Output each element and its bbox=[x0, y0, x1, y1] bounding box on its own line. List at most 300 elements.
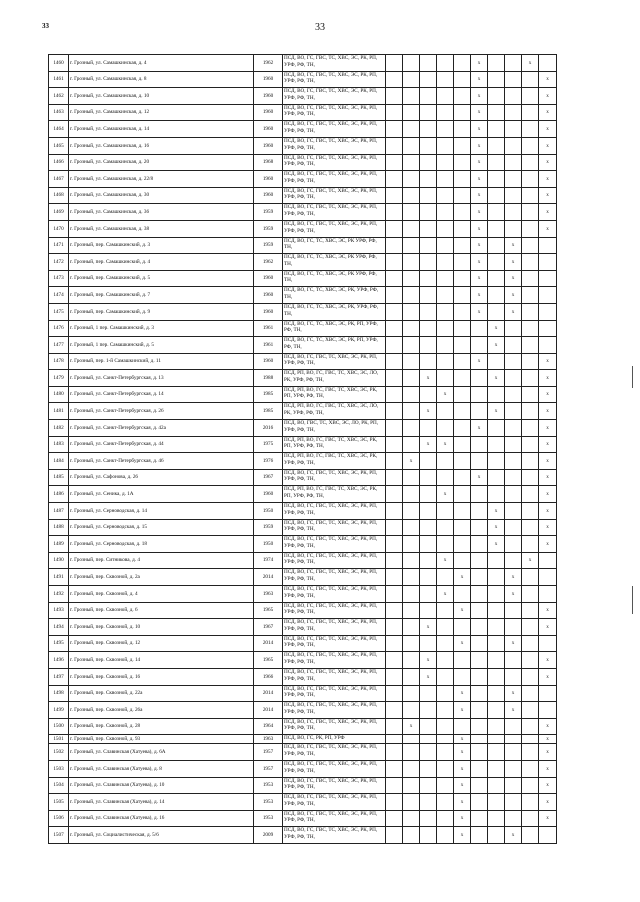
table-row bbox=[49, 270, 557, 287]
mark-cell bbox=[437, 88, 454, 105]
mark-cell bbox=[505, 187, 522, 204]
year-cell: 1960 bbox=[254, 137, 283, 154]
mark-cell bbox=[488, 154, 505, 171]
mark-cell: x bbox=[471, 137, 488, 154]
mark-cell bbox=[386, 220, 403, 237]
mark-cell bbox=[386, 827, 403, 844]
address-cell: г. Грозный, ул. Самашкинская, д. 8 bbox=[69, 71, 254, 88]
mark-cell bbox=[471, 586, 488, 603]
address-cell: г. Грозный, ул. Сеника, д. 1А bbox=[69, 486, 254, 503]
table-row bbox=[49, 88, 557, 105]
mark-cell bbox=[471, 619, 488, 636]
mark-cell bbox=[420, 685, 437, 702]
mark-cell bbox=[488, 586, 505, 603]
mark-cell: x bbox=[454, 702, 471, 719]
mark-cell bbox=[420, 486, 437, 503]
mark-cell: x bbox=[539, 668, 557, 685]
works-cell: ПСД, ВО, ГС, ГВС, ТС, ХВС, ЭС, РК, РП, УРФ, РФ, ТН, bbox=[283, 586, 386, 603]
year-cell: 1960 bbox=[254, 287, 283, 304]
mark-cell bbox=[471, 486, 488, 503]
row-number: 1495 bbox=[49, 635, 69, 652]
mark-cell: x bbox=[539, 71, 557, 88]
mark-cell bbox=[539, 237, 557, 254]
mark-cell: x bbox=[471, 104, 488, 121]
mark-cell bbox=[437, 154, 454, 171]
mark-cell bbox=[386, 569, 403, 586]
mark-cell bbox=[454, 519, 471, 536]
table-row bbox=[49, 827, 557, 844]
works-cell: ПСД, ВО, ГС, ТС, ХВС, ЭС, РК УРФ, РФ, ТН, bbox=[283, 237, 386, 254]
mark-cell: x bbox=[539, 104, 557, 121]
mark-cell bbox=[488, 386, 505, 403]
mark-cell bbox=[403, 586, 420, 603]
address-cell: г. Грозный, пер. Сквозной, д. 6 bbox=[69, 602, 254, 619]
mark-cell: x bbox=[437, 436, 454, 453]
mark-cell bbox=[454, 71, 471, 88]
address-cell: г. Грозный, пер. 1-й Самашкинский, д. 11 bbox=[69, 353, 254, 370]
mark-cell: x bbox=[539, 718, 557, 735]
mark-cell bbox=[403, 552, 420, 569]
mark-cell bbox=[386, 436, 403, 453]
mark-cell bbox=[420, 121, 437, 138]
mark-cell bbox=[505, 370, 522, 387]
mark-cell bbox=[403, 270, 420, 287]
mark-cell: x bbox=[539, 403, 557, 420]
mark-cell bbox=[420, 220, 437, 237]
mark-cell: x bbox=[454, 810, 471, 827]
mark-cell: x bbox=[454, 735, 471, 744]
table-row bbox=[49, 760, 557, 777]
year-cell: 1975 bbox=[254, 436, 283, 453]
table-row bbox=[49, 569, 557, 586]
mark-cell bbox=[522, 586, 539, 603]
mark-cell bbox=[386, 760, 403, 777]
mark-cell bbox=[454, 652, 471, 669]
mark-cell bbox=[522, 744, 539, 761]
address-cell: г. Грозный, ул. Социалистическая, д. 5/6 bbox=[69, 827, 254, 844]
mark-cell: x bbox=[403, 453, 420, 470]
mark-cell: x bbox=[488, 519, 505, 536]
mark-cell bbox=[505, 760, 522, 777]
mark-cell bbox=[522, 254, 539, 271]
mark-cell bbox=[420, 827, 437, 844]
mark-cell bbox=[420, 777, 437, 794]
mark-cell bbox=[488, 436, 505, 453]
mark-cell: x bbox=[539, 420, 557, 437]
mark-cell bbox=[539, 702, 557, 719]
table-row bbox=[49, 586, 557, 603]
mark-cell bbox=[403, 794, 420, 811]
mark-cell bbox=[437, 303, 454, 320]
address-cell: г. Грозный, ул. Славинская (Хатуева), д. 10 bbox=[69, 777, 254, 794]
year-cell: 1962 bbox=[254, 55, 283, 72]
mark-cell bbox=[505, 777, 522, 794]
table-row bbox=[49, 104, 557, 121]
table-row bbox=[49, 503, 557, 520]
mark-cell bbox=[471, 569, 488, 586]
year-cell: 1953 bbox=[254, 810, 283, 827]
row-number: 1461 bbox=[49, 71, 69, 88]
mark-cell bbox=[403, 810, 420, 827]
mark-cell: x bbox=[505, 303, 522, 320]
year-cell: 1985 bbox=[254, 386, 283, 403]
mark-cell bbox=[522, 810, 539, 827]
works-cell: ПСД, ВО, ГС, ГВС, ТС, ХВС, ЭС, РК, РП, УРФ, РФ, ТН, bbox=[283, 353, 386, 370]
table-row bbox=[49, 794, 557, 811]
mark-cell bbox=[488, 718, 505, 735]
works-cell: ПСД, ВО, ГС, ГВС, ТС, ХВС, ЭС, РК, РП, УРФ, РФ, ТН, bbox=[283, 777, 386, 794]
mark-cell bbox=[386, 735, 403, 744]
year-cell: 1962 bbox=[254, 254, 283, 271]
mark-cell bbox=[488, 619, 505, 636]
mark-cell: x bbox=[539, 386, 557, 403]
mark-cell bbox=[403, 204, 420, 221]
mark-cell bbox=[488, 453, 505, 470]
year-cell: 1961 bbox=[254, 337, 283, 354]
year-cell: 1960 bbox=[254, 171, 283, 188]
mark-cell bbox=[454, 88, 471, 105]
address-cell: г. Грозный, пер. Сквозной, д. 2а bbox=[69, 569, 254, 586]
mark-cell bbox=[420, 71, 437, 88]
year-cell: 1959 bbox=[254, 204, 283, 221]
mark-cell bbox=[437, 810, 454, 827]
mark-cell: x bbox=[471, 270, 488, 287]
mark-cell bbox=[471, 685, 488, 702]
mark-cell bbox=[403, 503, 420, 520]
address-cell: г. Грозный, пер. Самашкинский, д. 4 bbox=[69, 254, 254, 271]
mark-cell bbox=[488, 187, 505, 204]
year-cell: 2009 bbox=[254, 827, 283, 844]
mark-cell bbox=[420, 420, 437, 437]
address-cell: г. Грозный, ул. Славинская (Хатуева), д. 16 bbox=[69, 810, 254, 827]
address-cell: г. Грозный, ул. Самашкинская, д. 22/8 bbox=[69, 171, 254, 188]
mark-cell: x bbox=[420, 652, 437, 669]
year-cell: 1960 bbox=[254, 187, 283, 204]
works-cell: ПСД, ВО, ГС, ГВС, ТС, ХВС, ЭС, РК, РП, УРФ, РФ, ТН, bbox=[283, 469, 386, 486]
mark-cell: x bbox=[505, 685, 522, 702]
works-cell: ПСД, ВО, ГС, ГВС, ТС, ХВС, ЭС, РК, РП, УРФ, РФ, ТН, bbox=[283, 55, 386, 72]
mark-cell bbox=[539, 586, 557, 603]
mark-cell bbox=[505, 810, 522, 827]
scan-edge-mark bbox=[632, 586, 633, 614]
mark-cell bbox=[539, 685, 557, 702]
mark-cell: x bbox=[539, 370, 557, 387]
mark-cell bbox=[539, 827, 557, 844]
address-cell: г. Грозный, пер. Самашкинский, д. 5 bbox=[69, 270, 254, 287]
mark-cell bbox=[403, 337, 420, 354]
mark-cell: x bbox=[471, 469, 488, 486]
mark-cell: x bbox=[454, 602, 471, 619]
address-cell: г. Грозный, ул. Самашкинская, д. 12 bbox=[69, 104, 254, 121]
mark-cell: x bbox=[505, 827, 522, 844]
year-cell: 1965 bbox=[254, 602, 283, 619]
mark-cell bbox=[522, 303, 539, 320]
mark-cell bbox=[505, 353, 522, 370]
year-cell: 1953 bbox=[254, 794, 283, 811]
mark-cell bbox=[522, 370, 539, 387]
mark-cell bbox=[386, 171, 403, 188]
mark-cell bbox=[403, 71, 420, 88]
mark-cell bbox=[420, 254, 437, 271]
row-number: 1475 bbox=[49, 303, 69, 320]
mark-cell bbox=[454, 503, 471, 520]
mark-cell bbox=[488, 137, 505, 154]
mark-cell: x bbox=[539, 652, 557, 669]
mark-cell bbox=[471, 602, 488, 619]
row-number: 1467 bbox=[49, 171, 69, 188]
mark-cell bbox=[488, 88, 505, 105]
mark-cell bbox=[471, 403, 488, 420]
address-cell: г. Грозный, пер. Сквозной, д. 14 bbox=[69, 652, 254, 669]
mark-cell bbox=[437, 55, 454, 72]
mark-cell: x bbox=[437, 486, 454, 503]
mark-cell bbox=[505, 137, 522, 154]
mark-cell bbox=[522, 88, 539, 105]
mark-cell bbox=[420, 386, 437, 403]
row-number: 1465 bbox=[49, 137, 69, 154]
works-cell: ПСД, РП, ВО, ГС, ГВС, ТС, ХВС, ЭС, ЛО, РК, УРФ, РФ, ТН, bbox=[283, 403, 386, 420]
mark-cell bbox=[403, 154, 420, 171]
table-row bbox=[49, 254, 557, 271]
mark-cell bbox=[454, 353, 471, 370]
year-cell: 1960 bbox=[254, 270, 283, 287]
table-row bbox=[49, 777, 557, 794]
mark-cell bbox=[488, 777, 505, 794]
mark-cell bbox=[488, 353, 505, 370]
mark-cell bbox=[505, 403, 522, 420]
mark-cell bbox=[488, 204, 505, 221]
address-cell: г. Грозный, 1 пер. Самашкинский, д. 5 bbox=[69, 337, 254, 354]
mark-cell bbox=[437, 137, 454, 154]
mark-cell bbox=[386, 420, 403, 437]
address-cell: г. Грозный, ул. Славинская (Хатуева), д. 8 bbox=[69, 760, 254, 777]
mark-cell bbox=[522, 403, 539, 420]
mark-cell bbox=[420, 270, 437, 287]
mark-cell bbox=[539, 270, 557, 287]
row-number: 1490 bbox=[49, 552, 69, 569]
table-row bbox=[49, 71, 557, 88]
mark-cell bbox=[403, 702, 420, 719]
year-cell: 1968 bbox=[254, 154, 283, 171]
mark-cell: x bbox=[539, 619, 557, 636]
year-cell: 1974 bbox=[254, 552, 283, 569]
address-cell: г. Грозный, ул. Самашкинская, д. 4 bbox=[69, 55, 254, 72]
mark-cell bbox=[505, 668, 522, 685]
mark-cell: x bbox=[539, 121, 557, 138]
mark-cell bbox=[386, 55, 403, 72]
mark-cell bbox=[437, 353, 454, 370]
mark-cell bbox=[386, 586, 403, 603]
mark-cell bbox=[437, 569, 454, 586]
mark-cell bbox=[403, 353, 420, 370]
mark-cell bbox=[403, 220, 420, 237]
mark-cell bbox=[420, 55, 437, 72]
mark-cell bbox=[471, 436, 488, 453]
mark-cell bbox=[437, 536, 454, 553]
row-number: 1506 bbox=[49, 810, 69, 827]
row-number: 1483 bbox=[49, 436, 69, 453]
row-number: 1484 bbox=[49, 453, 69, 470]
mark-cell bbox=[420, 171, 437, 188]
mark-cell bbox=[403, 668, 420, 685]
mark-cell bbox=[454, 370, 471, 387]
mark-cell bbox=[403, 685, 420, 702]
mark-cell: x bbox=[471, 353, 488, 370]
address-cell: г. Грозный, ул. Санкт-Петербургская, д. 46 bbox=[69, 453, 254, 470]
mark-cell: x bbox=[471, 88, 488, 105]
address-cell: г. Грозный, ул. Самашкинская, д. 38 bbox=[69, 220, 254, 237]
mark-cell bbox=[471, 777, 488, 794]
mark-cell bbox=[454, 718, 471, 735]
mark-cell: x bbox=[471, 420, 488, 437]
mark-cell bbox=[386, 121, 403, 138]
mark-cell: x bbox=[505, 270, 522, 287]
mark-cell bbox=[454, 386, 471, 403]
mark-cell bbox=[437, 270, 454, 287]
mark-cell bbox=[488, 744, 505, 761]
mark-cell bbox=[522, 71, 539, 88]
table-row bbox=[49, 154, 557, 171]
mark-cell bbox=[488, 270, 505, 287]
mark-cell bbox=[454, 254, 471, 271]
year-cell: 1960 bbox=[254, 353, 283, 370]
mark-cell bbox=[488, 552, 505, 569]
row-number: 1464 bbox=[49, 121, 69, 138]
mark-cell bbox=[420, 137, 437, 154]
table-row bbox=[49, 420, 557, 437]
mark-cell bbox=[488, 420, 505, 437]
mark-cell bbox=[437, 121, 454, 138]
mark-cell bbox=[420, 536, 437, 553]
mark-cell: x bbox=[488, 320, 505, 337]
mark-cell: x bbox=[505, 702, 522, 719]
housing-register-table bbox=[48, 54, 557, 844]
mark-cell bbox=[386, 469, 403, 486]
mark-cell bbox=[522, 760, 539, 777]
mark-cell bbox=[420, 187, 437, 204]
mark-cell bbox=[522, 503, 539, 520]
works-cell: ПСД, ВО, ГС, ГВС, ТС, ХВС, ЭС, РК, РП, УРФ, РФ, ТН, bbox=[283, 552, 386, 569]
mark-cell bbox=[403, 744, 420, 761]
mark-cell bbox=[403, 55, 420, 72]
table-row bbox=[49, 386, 557, 403]
mark-cell bbox=[488, 71, 505, 88]
year-cell: 2014 bbox=[254, 635, 283, 652]
mark-cell bbox=[403, 486, 420, 503]
mark-cell bbox=[522, 420, 539, 437]
mark-cell: x bbox=[539, 536, 557, 553]
mark-cell: x bbox=[539, 137, 557, 154]
row-number: 1503 bbox=[49, 760, 69, 777]
mark-cell bbox=[437, 777, 454, 794]
mark-cell bbox=[386, 104, 403, 121]
mark-cell bbox=[505, 469, 522, 486]
address-cell: г. Грозный, пер. Ситникова, д. 4 bbox=[69, 552, 254, 569]
mark-cell bbox=[471, 702, 488, 719]
mark-cell: x bbox=[488, 503, 505, 520]
mark-cell: x bbox=[420, 436, 437, 453]
mark-cell: x bbox=[471, 220, 488, 237]
mark-cell bbox=[454, 486, 471, 503]
mark-cell bbox=[420, 702, 437, 719]
mark-cell bbox=[386, 320, 403, 337]
mark-cell bbox=[522, 619, 539, 636]
works-cell: ПСД, ВО, ГС, ГВС, ТС, ХВС, ЭС, РК, РП, УРФ, РФ, ТН, bbox=[283, 187, 386, 204]
row-number: 1485 bbox=[49, 469, 69, 486]
year-cell: 1988 bbox=[254, 370, 283, 387]
mark-cell bbox=[488, 237, 505, 254]
row-number: 1472 bbox=[49, 254, 69, 271]
mark-cell: x bbox=[420, 370, 437, 387]
mark-cell bbox=[437, 337, 454, 354]
address-cell: г. Грозный, ул. Самашкинская, д. 20 bbox=[69, 154, 254, 171]
address-cell: г. Грозный, пер. Сквозной, д. 22а bbox=[69, 685, 254, 702]
year-cell: 1976 bbox=[254, 453, 283, 470]
mark-cell bbox=[403, 386, 420, 403]
works-cell: ПСД, ВО, ГС, ГВС, ТС, ХВС, ЭС, РК, РП, УРФ, РФ, ТН, bbox=[283, 137, 386, 154]
address-cell: г. Грозный, пер. Сквозной, д. 4 bbox=[69, 586, 254, 603]
year-cell: 1950 bbox=[254, 536, 283, 553]
mark-cell bbox=[437, 735, 454, 744]
mark-cell: x bbox=[539, 88, 557, 105]
mark-cell: x bbox=[488, 337, 505, 354]
mark-cell bbox=[522, 486, 539, 503]
mark-cell bbox=[488, 254, 505, 271]
mark-cell bbox=[505, 121, 522, 138]
mark-cell bbox=[505, 386, 522, 403]
year-cell: 1957 bbox=[254, 744, 283, 761]
mark-cell bbox=[522, 668, 539, 685]
mark-cell bbox=[471, 652, 488, 669]
address-cell: г. Грозный, ул. Самашкинская, д. 14 bbox=[69, 121, 254, 138]
table-row bbox=[49, 619, 557, 636]
mark-cell bbox=[386, 777, 403, 794]
works-cell: ПСД, ВО, ГС, ГВС, ТС, ХВС, ЭС, РК, РП, УРФ, РФ, ТН, bbox=[283, 635, 386, 652]
address-cell: г. Грозный, пер. Сквозной, д. 26а bbox=[69, 702, 254, 719]
mark-cell bbox=[420, 237, 437, 254]
address-cell: г. Грозный, ул. Санкт-Петербургская, д. 42а bbox=[69, 420, 254, 437]
mark-cell bbox=[403, 187, 420, 204]
mark-cell: x bbox=[471, 287, 488, 304]
mark-cell bbox=[488, 569, 505, 586]
row-number: 1477 bbox=[49, 337, 69, 354]
works-cell: ПСД, РП, ВО, ГС, ГВС, ТС, ХВС, ЭС, РК, УРФ, РФ, ТН, bbox=[283, 453, 386, 470]
mark-cell bbox=[488, 486, 505, 503]
mark-cell bbox=[403, 237, 420, 254]
mark-cell bbox=[386, 353, 403, 370]
mark-cell bbox=[522, 777, 539, 794]
mark-cell: x bbox=[539, 436, 557, 453]
table-row bbox=[49, 602, 557, 619]
mark-cell: x bbox=[471, 55, 488, 72]
mark-cell bbox=[522, 386, 539, 403]
year-cell: 1960 bbox=[254, 71, 283, 88]
address-cell: г. Грозный, пер. Сквозной, д. 93 bbox=[69, 735, 254, 744]
works-cell: ПСД, ВО, ГС, ГВС, ТС, ХВС, ЭС, РК, РП, УРФ, РФ, ТН, bbox=[283, 685, 386, 702]
mark-cell bbox=[488, 104, 505, 121]
year-cell: 2014 bbox=[254, 685, 283, 702]
mark-cell bbox=[522, 121, 539, 138]
mark-cell bbox=[403, 320, 420, 337]
year-cell: 1964 bbox=[254, 718, 283, 735]
mark-cell bbox=[386, 287, 403, 304]
address-cell: г. Грозный, ул. Самашкинская, д. 30 bbox=[69, 187, 254, 204]
mark-cell bbox=[386, 810, 403, 827]
mark-cell bbox=[386, 303, 403, 320]
mark-cell bbox=[420, 154, 437, 171]
mark-cell bbox=[488, 469, 505, 486]
works-cell: ПСД, ВО, ГС, ГВС, ТС, ХВС, ЭС, РК, РП, УРФ, РФ, ТН, bbox=[283, 503, 386, 520]
